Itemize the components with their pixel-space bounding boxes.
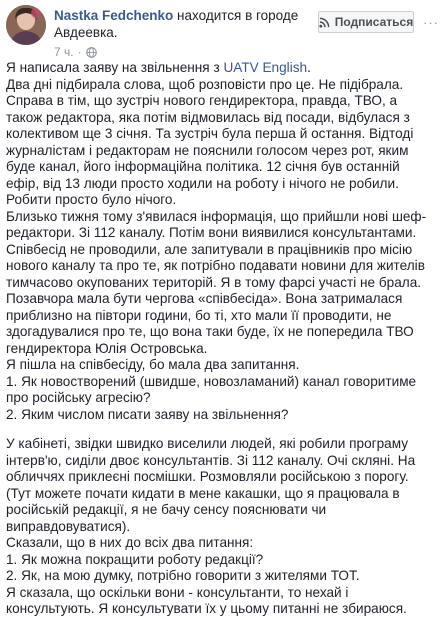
uatv-english-link[interactable]: UATV English xyxy=(223,60,308,75)
post-body xyxy=(6,60,434,618)
rss-icon xyxy=(319,17,330,28)
post-time[interactable]: 7 ч. xyxy=(54,45,74,59)
post-header xyxy=(6,3,439,59)
post-paragraph: Два дні підбирала слова, щоб розповісти про це. Не підібрала. xyxy=(6,76,404,92)
post-paragraph: (Тут можете почати кидати в мене какашки, що я працювала в російській редакції, я не бачу сенсу пояснювати чи виправдовуватися). xyxy=(6,485,400,534)
post-paragraph: 1. Як новостворений (швидше, новозламаний) канал говоритиме про російську агресію? xyxy=(6,373,417,405)
location-text: находится в городе Авдеевка. xyxy=(54,8,299,40)
more-horizontal-icon[interactable]: ··· xyxy=(423,14,439,30)
intro-suffix: . xyxy=(307,60,311,75)
post-paragraph: Сказали, що в них до всіх два питання: xyxy=(6,535,254,550)
meta-separator: · xyxy=(77,45,82,59)
globe-icon[interactable] xyxy=(86,47,97,58)
post-paragraph: Співбесід не проводили, але запитували в працівників про місію нового каналу та про те, як потрібно подавати новини для жителів тимчасово окупованих територій. Я в тому фарсі участі не брала. xyxy=(6,241,425,290)
post-paragraph: Близько тижня тому з'явилася інформація, що прийшли нові шеф-редактори. Зі 112 каналу. Потім вони виявилися консультантами. xyxy=(6,208,427,240)
post-paragraph: 2. Яким числом писати заяву на звільнення? xyxy=(6,406,289,422)
post-paragraph xyxy=(6,60,434,77)
post-paragraph: Справа в тім, що зустріч нового гендиректора, правда, ТВО, а також редактора, яка потім відмовилась від посади, відбулася з колективом ще 3 січня. Та зустріч була перша й остання. Відтоді журналістам і редакторам не пояснили голосом через рот, яким буде канал, його інформаційна політика. 12 січня був останній ефір, від 13 люди просто ходили на роботу і нічого не робили. Робити просто було нічого. xyxy=(6,93,414,207)
post-paragraph: 2. Як, на мою думку, потрібно говорити з жителями ТОТ. xyxy=(6,568,360,583)
avatar[interactable] xyxy=(6,5,46,45)
paragraph-gap xyxy=(6,423,434,436)
follow-button[interactable] xyxy=(318,11,414,33)
post-paragraph: Я сказала, що оскільки вони - консультанти, то нехай і консультують. Я консультувати їх у цьому питанні не збираюся. xyxy=(6,584,407,616)
post-headline xyxy=(54,7,300,41)
intro-text: Я написала заяву на звільнення з xyxy=(6,60,224,75)
post-meta xyxy=(54,45,97,59)
post-paragraph: Я пішла на співбесіду, бо мала два запитання. xyxy=(6,357,300,372)
post-paragraph: У кабінеті, звідки швидко виселили людей, які робили програму інтерв'ю, сиділи двоє консультантів. Зі 112 каналу. Очі скляні. На обличчях приклеєні посмішки. Розмовляли російською з порогу. xyxy=(6,436,416,484)
author-name[interactable]: Nastka Fedchenko xyxy=(54,8,174,23)
follow-label: Подписаться xyxy=(334,15,414,29)
avatar-photo xyxy=(6,5,46,45)
post-paragraph: Позавчора мала бути чергова «співбесіда». Вона затрималася приблизно на півтори години, бо ті, хто мали її проводити, не здогадувалися про те, що вона таки буде, їх не попередила ТВО гендиректора Юлія Островська. xyxy=(6,291,414,356)
post-paragraph: 1. Як можна покращити роботу редакції? xyxy=(6,551,264,567)
